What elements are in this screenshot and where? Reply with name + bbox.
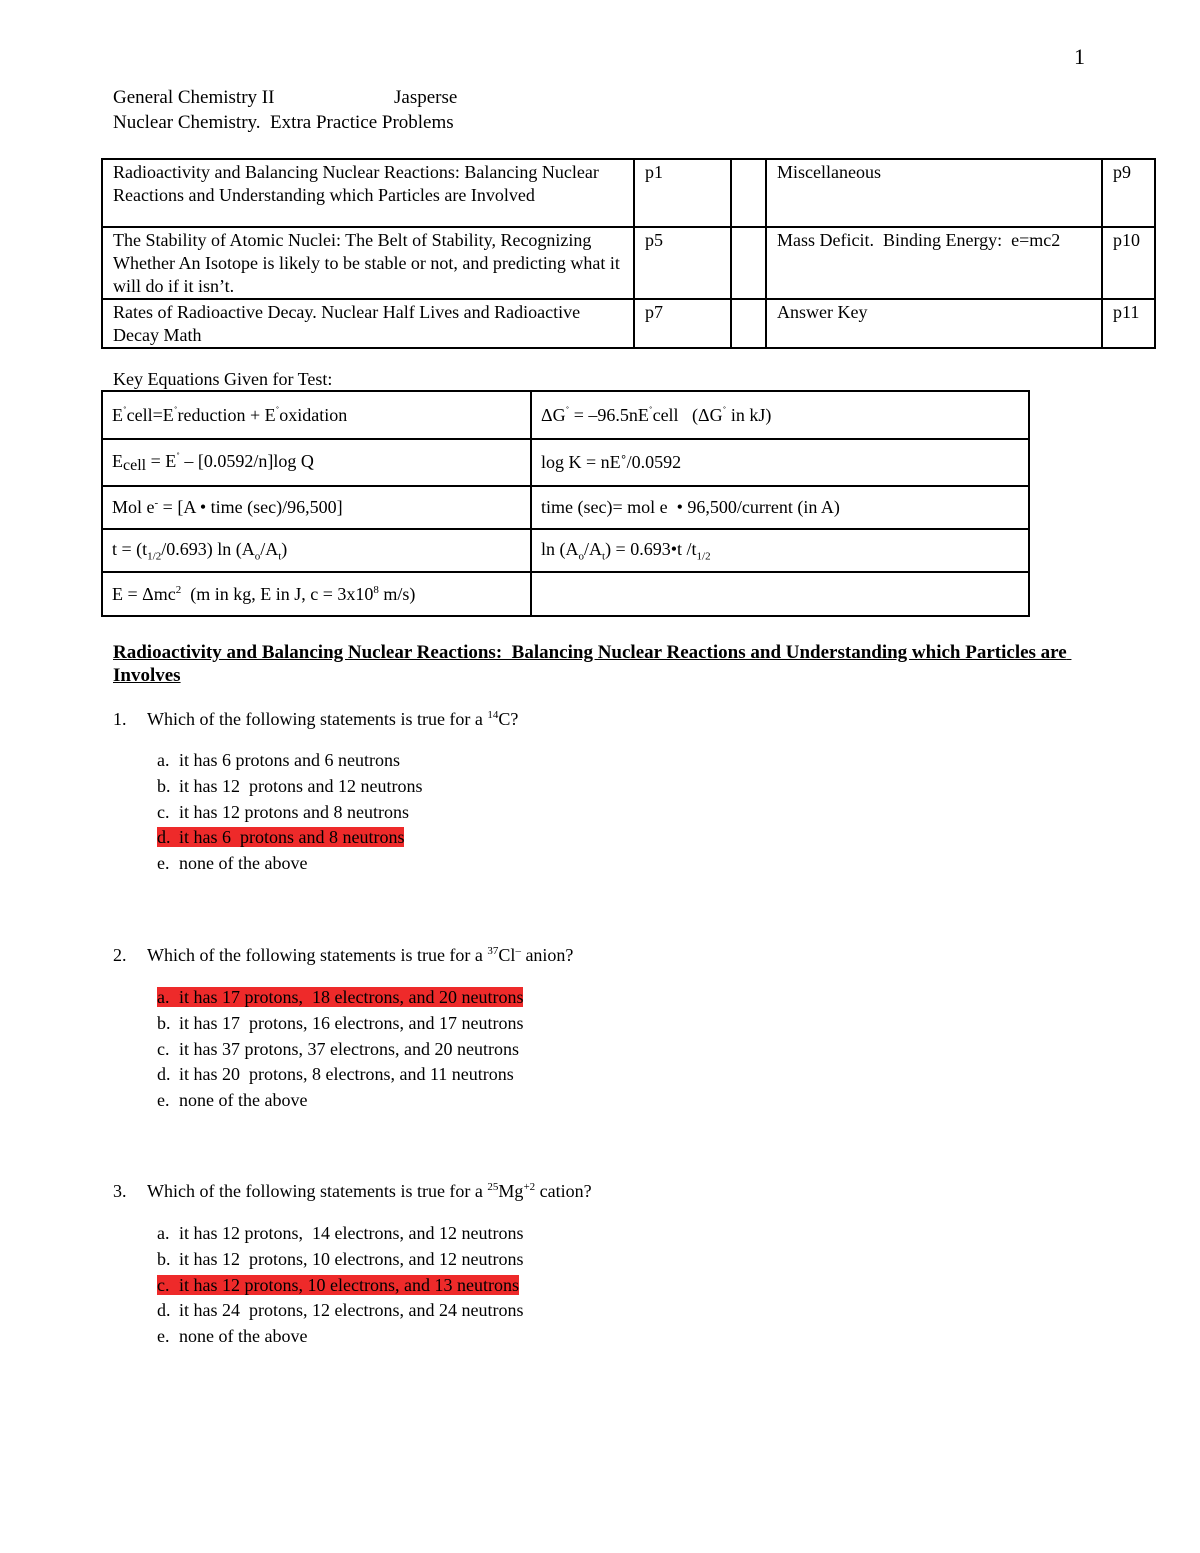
question-3: 3. Which of the following statements is true for a $^{25}Mg^{+2}$ cation? xyxy=(113,1181,592,1201)
toc-spacer xyxy=(731,159,766,227)
toc-row xyxy=(102,227,1155,299)
list-item-highlighted xyxy=(157,825,422,851)
answer-highlight: c. it has 12 protons, 10 electrons, and 13 neutrons xyxy=(157,1274,519,1295)
list-item: e. none of the above xyxy=(157,1326,308,1347)
toc-spacer xyxy=(731,227,766,299)
list-item: e. none of the above xyxy=(157,1090,308,1111)
answer-highlight: a. it has 17 protons, 18 electrons, and 20 neutrons xyxy=(157,987,524,1007)
equation-row xyxy=(102,391,1029,439)
section-title: Radioactivity and Balancing Nuclear Reactions: Balancing Nuclear Reactions and Understanding which Particles are Involves xyxy=(113,642,1072,686)
question-2: 2. Which of the following statements is true for a $^{37}$Cl– anion? xyxy=(113,945,574,965)
equation-row xyxy=(102,572,1029,616)
list-item: a. it has 12 protons, 14 electrons, and 12 neutrons xyxy=(157,1223,524,1243)
list-item: b. it has 12 protons, 10 electrons, and 12 neutrons xyxy=(157,1248,524,1269)
equation-gibbs: ΔG˚ = –96.5nE˚cell (ΔG˚ in kJ) xyxy=(531,391,1029,439)
toc-page: p1 xyxy=(634,159,731,227)
table-of-contents xyxy=(101,158,1156,349)
toc-topic: Miscellaneous xyxy=(766,159,1102,227)
equation-half-life-time: $t = (t_{1/2}/0.693)$ $\ln (A_o/A_t)$ xyxy=(102,529,531,572)
equation-row xyxy=(102,529,1029,572)
toc-topic: The Stability of Atomic Nuclei: The Belt of Stability, Recognizing Whether An Isotope is likely to be stable or not, and predicting what it will do if it isn’t. xyxy=(102,227,634,299)
toc-page: p5 xyxy=(634,227,731,299)
key-equations-title: Key Equations Given for Test: xyxy=(113,369,333,389)
toc-row xyxy=(102,159,1155,227)
toc-page: p10 xyxy=(1102,227,1155,299)
toc-topic: Radioactivity and Balancing Nuclear Reactions: Balancing Nuclear Reactions and Understanding which Particles are Involved xyxy=(102,159,634,227)
toc-page: p11 xyxy=(1102,299,1155,348)
toc-topic: Mass Deficit. Binding Energy: e=mc2 xyxy=(766,227,1102,299)
list-item: c. it has 12 protons and 8 neutrons xyxy=(157,801,409,822)
equation-log-k: log K = nE˚/0.0592 xyxy=(531,439,1029,486)
equation-cell-potential: E˚cell=E˚reduction + E˚oxidation xyxy=(102,391,531,439)
answer-highlight: d. it has 6 protons and 8 neutrons xyxy=(157,827,405,848)
list-item: b. it has 12 protons and 12 neutrons xyxy=(157,775,423,796)
equation-row xyxy=(102,439,1029,486)
document-subtitle: Nuclear Chemistry. Extra Practice Problems xyxy=(113,112,454,133)
page-number: 1 xyxy=(1074,44,1085,69)
question-2-options xyxy=(157,985,523,1114)
equation-time: time (sec)= mol e • 96,500/current (in A) xyxy=(531,486,1029,529)
instructor-name: Jasperse xyxy=(394,87,458,108)
course-title: General Chemistry II xyxy=(113,87,275,108)
list-item: a. it has 6 protons and 6 neutrons xyxy=(157,750,400,770)
toc-page: p9 xyxy=(1102,159,1155,227)
list-item: d. it has 20 protons, 8 electrons, and 11 neutrons xyxy=(157,1064,514,1085)
list-item-highlighted xyxy=(157,1273,523,1299)
list-item: c. it has 37 protons, 37 electrons, and 20 neutrons xyxy=(157,1038,519,1059)
toc-topic: Answer Key xyxy=(766,299,1102,348)
equation-mass-energy: E = Δmc$^2$ (m in kg, E in J, $c = 3x10^8$ m/s) xyxy=(102,572,531,616)
key-equations-table xyxy=(101,390,1030,617)
list-item: e. none of the above xyxy=(157,853,308,874)
equation-row xyxy=(102,486,1029,529)
equation-mol-electrons: Mol e- = [A • time (sec)/96,500] xyxy=(102,486,531,529)
toc-topic: Rates of Radioactive Decay. Nuclear Half Lives and Radioactive Decay Math xyxy=(102,299,634,348)
question-1-options xyxy=(157,748,422,877)
toc-spacer xyxy=(731,299,766,348)
equation-decay-ln: $\ln (A_o/A_t)$ = 0.693•t $/t_{1/2}$ xyxy=(531,529,1029,572)
list-item-highlighted xyxy=(157,985,523,1011)
question-1: 1. Which of the following statements is true for a $^{14}$C? xyxy=(113,709,519,729)
equation-nernst: $E_{cell} = E^˚ - [0.0592/n]\log$ Q xyxy=(102,439,531,486)
toc-row xyxy=(102,299,1155,348)
question-3-options xyxy=(157,1221,523,1350)
equation-empty-cell xyxy=(531,572,1029,616)
list-item: d. it has 24 protons, 12 electrons, and 24 neutrons xyxy=(157,1300,524,1321)
list-item: b. it has 17 protons, 16 electrons, and 17 neutrons xyxy=(157,1012,524,1033)
toc-page: p7 xyxy=(634,299,731,348)
